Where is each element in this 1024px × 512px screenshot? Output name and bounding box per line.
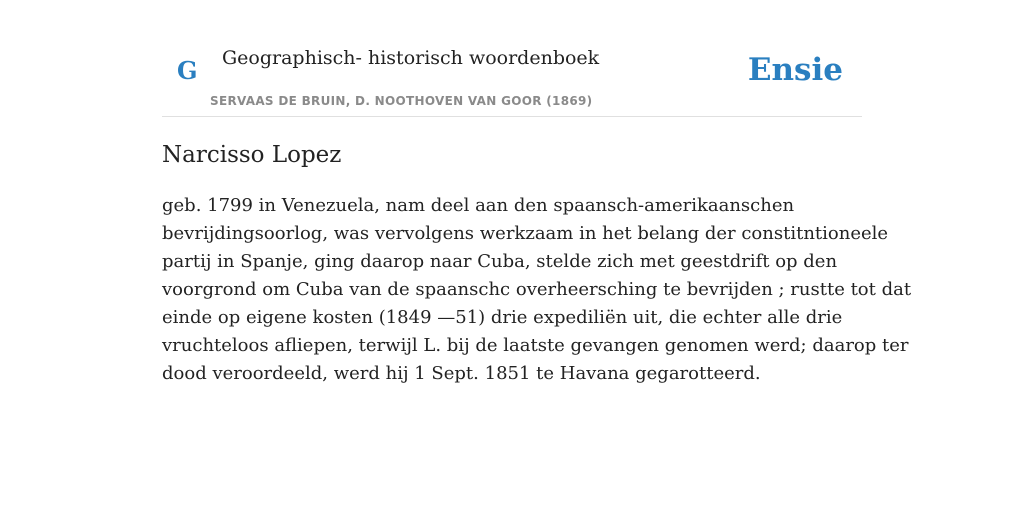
entry-body-line: partij in Spanje, ging daarop naar Cuba, stelde zich met geestdrift op den	[162, 251, 838, 272]
entry-body-line: einde op eigene kosten (1849 —51) drie expediliën uit, die echter alle drie	[162, 307, 843, 328]
entry-body-line: geb. 1799 in Venezuela, nam deel aan den spaansch-amerikaanschen	[162, 195, 795, 216]
entry-body-line: bevrijdingsoorlog, was vervolgens werkzaam in het belang der constitntioneele	[162, 223, 889, 244]
book-letter-logo[interactable]: G	[177, 56, 198, 85]
book-title[interactable]: Geographisch- historisch woordenboek	[222, 47, 600, 69]
entry-body-line: voorgrond om Cuba van de spaanschc overheersching te bevrijden ; rustte tot dat	[162, 279, 912, 300]
entry-body-line: vruchteloos afliepen, terwijl L. bij de laatste gevangen genomen werd; daarop ter	[162, 335, 909, 356]
ensie-logo-link[interactable]: Ensie	[747, 52, 843, 88]
entry-title: Narcisso Lopez	[162, 142, 342, 168]
book-header	[162, 36, 862, 117]
book-authors: SERVAAS DE BRUIN, D. NOOTHOVEN VAN GOOR (1869)	[210, 94, 593, 108]
entry-body	[162, 192, 912, 388]
entry-body-line: dood veroordeeld, werd hij 1 Sept. 1851 te Havana gegarotteerd.	[162, 363, 761, 384]
